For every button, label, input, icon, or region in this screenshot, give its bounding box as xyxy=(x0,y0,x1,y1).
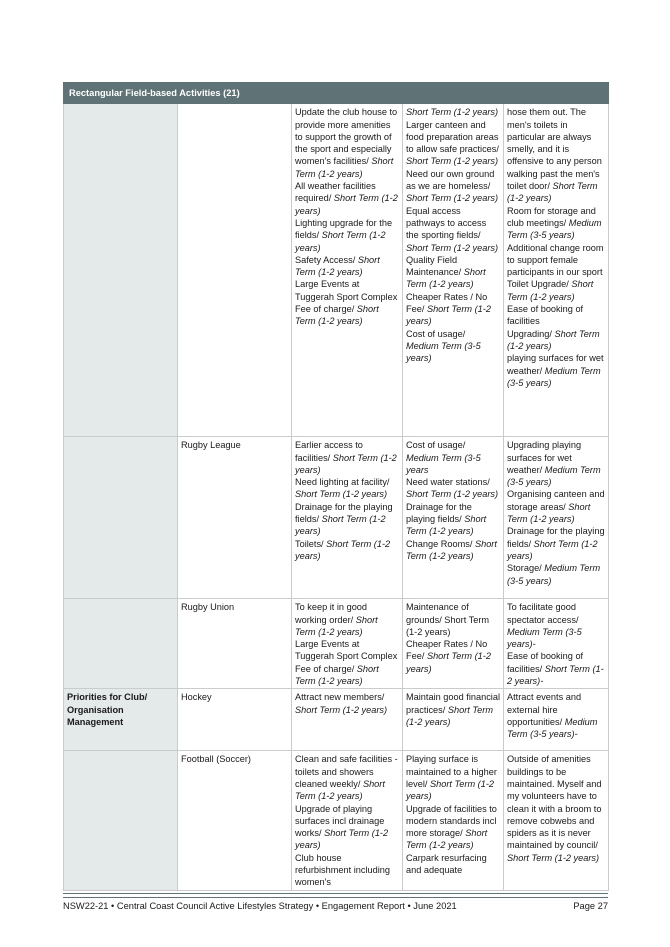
term-label: Short Term (1-2 years) xyxy=(406,242,499,253)
priority-text: Carpark resurfacing and adequate xyxy=(406,852,487,876)
term-label: Short Term (1-2 years) xyxy=(406,304,491,327)
priority-text: Maintenance of grounds/ Short Term (1-2 years) xyxy=(406,602,490,637)
priority-text: Attract new members/ xyxy=(295,692,385,703)
priority-text: Cost of usage/ xyxy=(406,440,466,451)
footer-document-info: NSW22-21 • Central Coast Council Active Lifestyles Strategy • Engagement Report • June 2021 xyxy=(63,901,457,911)
priority-text: Upgrade of playing surfaces incl drainage works/ xyxy=(295,803,385,839)
priority-cell-2 xyxy=(403,689,504,751)
table-row xyxy=(64,104,609,437)
priority-text: To facilitate good spectator access/ xyxy=(507,602,579,625)
term-label: Short Term (1-2 years) xyxy=(406,538,497,561)
priority-text: Clean and safe facilities - toilets and showers cleaned weekly/ xyxy=(295,754,398,789)
term-label: Short Term (1-2 years) xyxy=(295,778,385,802)
priority-text: Toilets/ xyxy=(295,538,327,549)
priority-text: Upgrading playing surfaces for wet weather/ xyxy=(507,440,582,475)
priority-cell-1 xyxy=(292,104,403,437)
term-label: Medium Term (3-5 years) xyxy=(507,365,601,388)
term-label: Short Term (1-2 years) xyxy=(295,193,398,216)
priority-cell-1 xyxy=(292,437,403,599)
priority-text: Ease of booking of facilities/ xyxy=(507,651,584,674)
priority-text: Ease of booking of facilities xyxy=(507,304,584,327)
priority-text: Upgrading/ xyxy=(507,328,555,339)
priority-cell-1 xyxy=(292,689,403,751)
term-label: Short Term (1-2 years) xyxy=(507,279,594,302)
category-cell: Priorities for Club/ Organisation Management xyxy=(64,689,178,751)
activity-cell: Rugby Union xyxy=(178,599,292,689)
term-label: Short Term (1-2 years) xyxy=(507,501,591,525)
priority-text: All weather facilities required/ xyxy=(295,181,376,204)
priority-text: Cheaper Rates / No Fee/ xyxy=(406,291,488,315)
priority-text: Safety Access/ xyxy=(295,254,358,265)
term-label: Short Term (1-2 years) xyxy=(295,452,397,475)
term-label: Short Term (1-2 years) xyxy=(507,328,600,351)
priority-text: Change Rooms/ xyxy=(406,538,475,549)
term-label: Medium Term (3-5 years) xyxy=(507,563,601,586)
page-number: Page 27 xyxy=(573,901,608,911)
term-label: Short Term (1-2 years) xyxy=(406,651,491,674)
term-label: Short Term (1-2 years) xyxy=(295,156,394,179)
category-cell xyxy=(64,437,178,599)
priority-cell-3 xyxy=(504,689,609,751)
table-row xyxy=(64,437,609,599)
priority-text: To keep it in good working order/ xyxy=(295,602,368,625)
priority-text: Cheaper Rates / No Fee/ xyxy=(406,639,488,662)
priority-cell-3 xyxy=(504,104,609,437)
term-label: Short Term (1-2 years) xyxy=(295,304,379,327)
term-label: Short Term (1-2 years) xyxy=(406,156,499,167)
priority-text: hose them out. The men's toilets in particular are always smelly, and it is offensive to any person walking past the men's toilet door/ xyxy=(507,107,602,192)
category-cell xyxy=(64,599,178,689)
priority-text: Additional change room to support female participants in our sport xyxy=(507,242,604,278)
term-label: Short Term (1-2 years) xyxy=(295,614,378,637)
term-label: Short Term (1-2 years) xyxy=(507,181,598,204)
priority-cell-2 xyxy=(403,104,504,437)
term-label: Short Term (1-2 years) xyxy=(406,514,487,537)
term-label: Medium Term (3-5 years)- xyxy=(507,626,582,650)
term-label: Short Term (1-2 years) xyxy=(406,267,486,290)
term-label: Short Term (1-2 years) xyxy=(295,828,389,851)
term-label: Medium Term (3-5 years) xyxy=(507,217,602,241)
priority-text: Maintain good financial practices/ xyxy=(406,692,500,715)
priority-text: Quality Field Maintenance/ xyxy=(406,254,464,278)
activity-cell: Rugby League xyxy=(178,437,292,599)
term-label: Short Term (1-2 years) xyxy=(295,538,391,561)
term-label: Short Term (1-2 years) xyxy=(295,663,379,687)
footer-rule xyxy=(63,893,608,894)
term-label: Short Term (1-2 years) xyxy=(295,489,388,500)
term-label: Short Term (1-2 years) xyxy=(295,230,386,253)
term-label: Short Term (1-2 years) xyxy=(295,704,388,715)
priority-text: Need our own ground as we are homeless/ xyxy=(406,168,495,192)
priority-text: Large Events at Tuggerah Sport Complex Fee of charge/ xyxy=(295,639,398,674)
priority-text: Upgrade of facilities to modern standards incl more storage/ xyxy=(406,803,497,839)
priority-cell-3 xyxy=(504,437,609,599)
priority-text: Room for storage and club meetings/ xyxy=(507,205,596,228)
term-label: Short Term (1-2 years) xyxy=(406,704,493,727)
term-label: Short Term (1-2 years) xyxy=(406,107,499,118)
term-label: Short Term (1-2 years) xyxy=(295,254,380,278)
term-label: Short Term (1-2 years) xyxy=(295,514,386,537)
priority-text: Larger canteen and food preparation areas to allow safe practices/ xyxy=(406,119,499,155)
priority-text: Toilet Upgrade/ xyxy=(507,279,572,290)
priority-text: Update the club house to provide more amenities to support the growth of the sport and especially women's facilities/ xyxy=(295,107,398,167)
table-header-row xyxy=(64,83,609,104)
table-row xyxy=(64,599,609,689)
footer-rule xyxy=(63,897,608,898)
priority-text: Earlier access to facilities/ xyxy=(295,440,363,463)
priority-text: Lighting upgrade for the fields/ xyxy=(295,217,393,241)
table-row xyxy=(64,751,609,890)
priority-text: playing surfaces for wet weather/ xyxy=(507,353,604,376)
term-label: Short Term (1-2 years) xyxy=(406,489,499,500)
priority-cell-2 xyxy=(403,751,504,890)
activity-cell xyxy=(178,104,292,437)
priority-text: Club house refurbishment including women's xyxy=(295,852,390,888)
table-header: Rectangular Field-based Activities (21) xyxy=(64,83,609,104)
priority-text: Drainage for the playing fields/ xyxy=(295,501,393,525)
priority-text: Need water stations/ xyxy=(406,477,490,488)
priority-text: Storage/ xyxy=(507,563,545,574)
priority-cell-2 xyxy=(403,599,504,689)
priority-cell-2 xyxy=(403,437,504,599)
term-label: Medium Term (3-5 years xyxy=(406,452,481,475)
priority-text: Outside of amenities buildings to be maintained. Myself and my volunteers have to clean it with a broom to remove cobwebs and spiders as it is never maintained by council/ xyxy=(507,754,602,851)
priority-cell-3 xyxy=(504,751,609,890)
term-label: Medium Term (3-5 years) xyxy=(406,340,481,364)
priority-text: Drainage for the playing fields/ xyxy=(406,501,472,525)
priority-cell-1 xyxy=(292,751,403,890)
priority-text: Equal access pathways to access the sporting fields/ xyxy=(406,205,487,241)
priority-text: Attract events and external hire opportunities/ xyxy=(507,692,582,727)
priority-text: Drainage for the playing fields/ xyxy=(507,526,605,549)
category-cell xyxy=(64,104,178,437)
activity-cell: Hockey xyxy=(178,689,292,751)
table-row xyxy=(64,689,609,751)
activity-cell: Football (Soccer) xyxy=(178,751,292,890)
term-label: Short Term (1-2 years) xyxy=(507,538,598,561)
priority-text: Organising canteen and storage areas/ xyxy=(507,489,605,512)
priority-text: Playing surface is maintained to a higher level/ xyxy=(406,754,497,789)
term-label: Short Term (1-2 years) xyxy=(507,852,600,863)
activities-table xyxy=(63,82,609,891)
term-label: Short Term (1-2 years)- xyxy=(507,663,604,687)
term-label: Medium Term (3-5 years) xyxy=(507,464,601,488)
priority-text: Need lighting at facility/ xyxy=(295,477,390,488)
term-label: Short Term (1-2 years) xyxy=(406,193,499,204)
term-label: Medium Term (3-5 years)- xyxy=(507,716,598,740)
priority-text: Large Events at Tuggerah Sport Complex Fee of charge/ xyxy=(295,279,398,315)
category-cell xyxy=(64,751,178,890)
term-label: Short Term (1-2 years) xyxy=(406,778,495,802)
priority-cell-1 xyxy=(292,599,403,689)
priority-cell-3 xyxy=(504,599,609,689)
term-label: Short Term (1-2 years) xyxy=(406,828,488,851)
priority-text: Cost of usage/ xyxy=(406,328,466,339)
